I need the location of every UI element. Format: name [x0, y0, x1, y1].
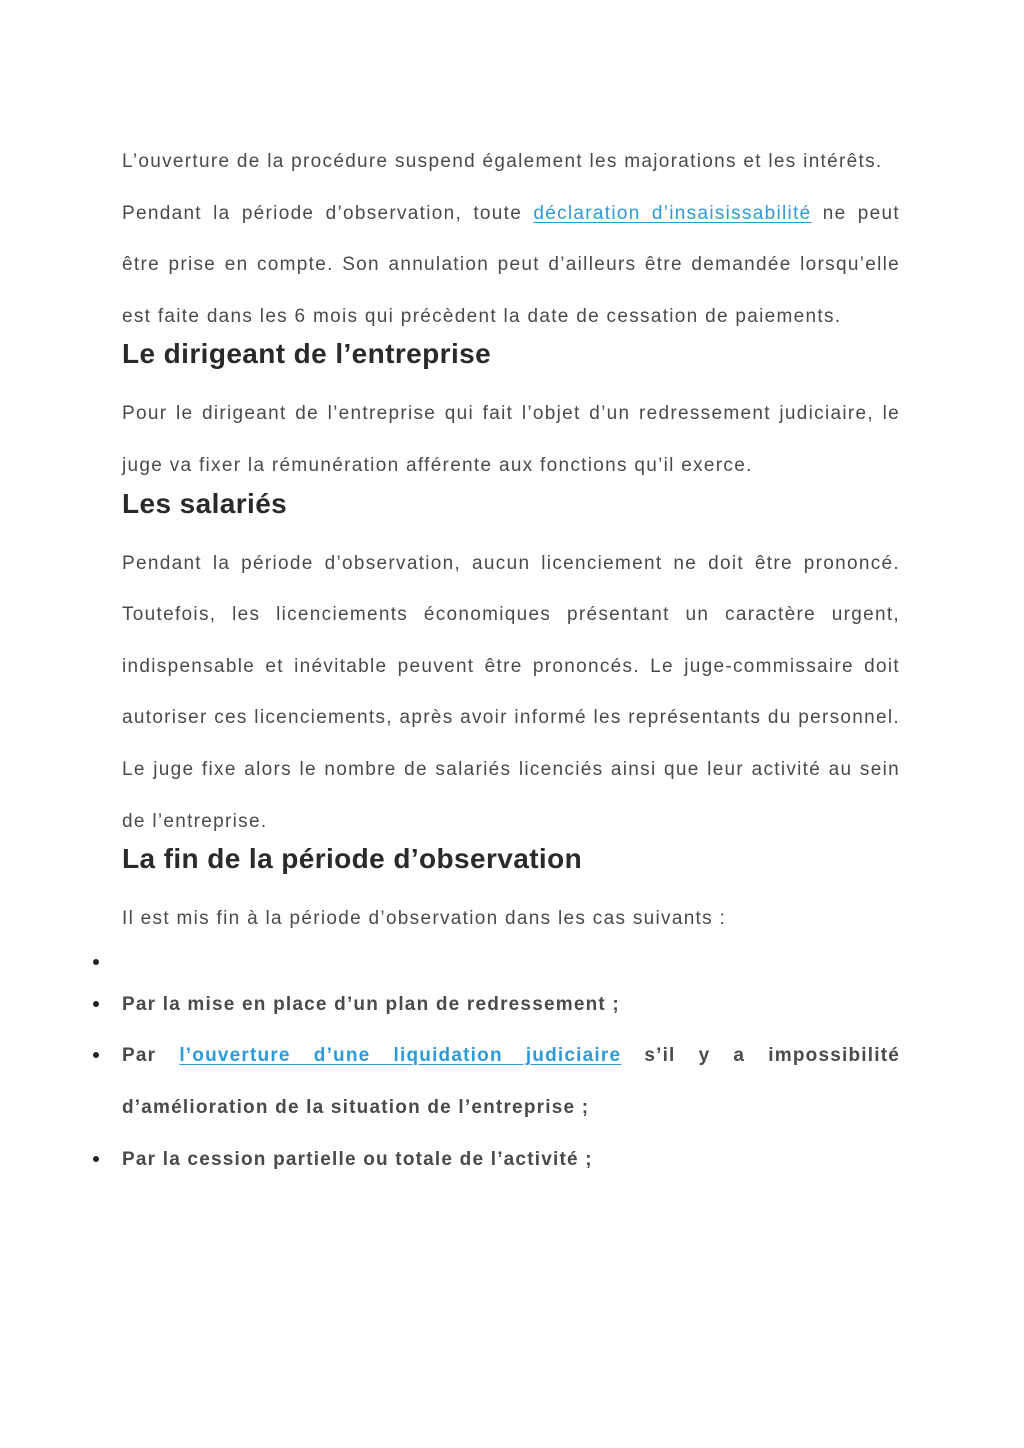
- list-item-cession: [122, 1134, 900, 1186]
- list-item-liquidation: [122, 1030, 900, 1133]
- paragraph-fin-intro: Il est mis fin à la période d’observation dans les cas suivants :: [122, 908, 727, 930]
- paragraph-text: ne peut être prise en compte. Son annulation peut d’ailleurs être demandée lorsqu’elle est faite dans les 6 mois qui précèdent la date de cessation de paiements.: [122, 202, 900, 327]
- paragraph-insaisissabilite: [122, 188, 900, 343]
- document-content: [122, 136, 900, 1185]
- bullet-dot-icon: [93, 1156, 99, 1162]
- list-item-text: Par: [122, 1045, 180, 1067]
- paragraph-dirigeant: Pour le dirigeant de l’entreprise qui fait l’objet d’un redressement judiciaire, le juge va fixer la rémunération afférente aux fonctions qu’il exerce.: [122, 403, 900, 476]
- paragraph-majorations: L’ouverture de la procédure suspend également les majorations et les intérêts.: [122, 151, 883, 172]
- link-declaration-insaisissabilite[interactable]: déclaration d’insaisissabilité: [533, 202, 812, 224]
- heading-dirigeant: Le dirigeant de l’entreprise: [122, 338, 492, 370]
- link-liquidation-judiciaire[interactable]: l’ouverture d’une liquidation judiciaire: [179, 1045, 622, 1067]
- heading-salaries: Les salariés: [122, 487, 288, 519]
- paragraph-text: Pendant la période d’observation, toute: [122, 202, 534, 224]
- bullet-dot-icon: [93, 1001, 99, 1007]
- paragraph-salaries: Pendant la période d’observation, aucun licenciement ne doit être prononcé. Toutefois, les licenciements économiques présentant un caractère urgent, indispensable et inévitable peuvent être prononcés. Le juge-commissaire doit autoriser ces licenciements, après avoir informé les représentants du personnel. Le juge fixe alors le nombre de salariés licenciés ainsi que leur activité au sein de l’entreprise.: [122, 552, 900, 832]
- list-item-empty: [122, 945, 900, 979]
- bullet-dot-icon: [93, 959, 99, 965]
- bullet-dot-icon: [93, 1052, 99, 1058]
- list-item-plan-redressement: [122, 979, 900, 1031]
- bullet-list: [122, 945, 900, 1185]
- list-item-text: s’il y a impossibilité d’amélioration de la situation de l’entreprise ;: [122, 1045, 901, 1118]
- list-item-text: Par la mise en place d’un plan de redressement ;: [122, 993, 620, 1015]
- list-item-text: Par la cession partielle ou totale de l’activité ;: [122, 1148, 593, 1170]
- heading-fin-observation: La fin de la période d’observation: [122, 843, 583, 875]
